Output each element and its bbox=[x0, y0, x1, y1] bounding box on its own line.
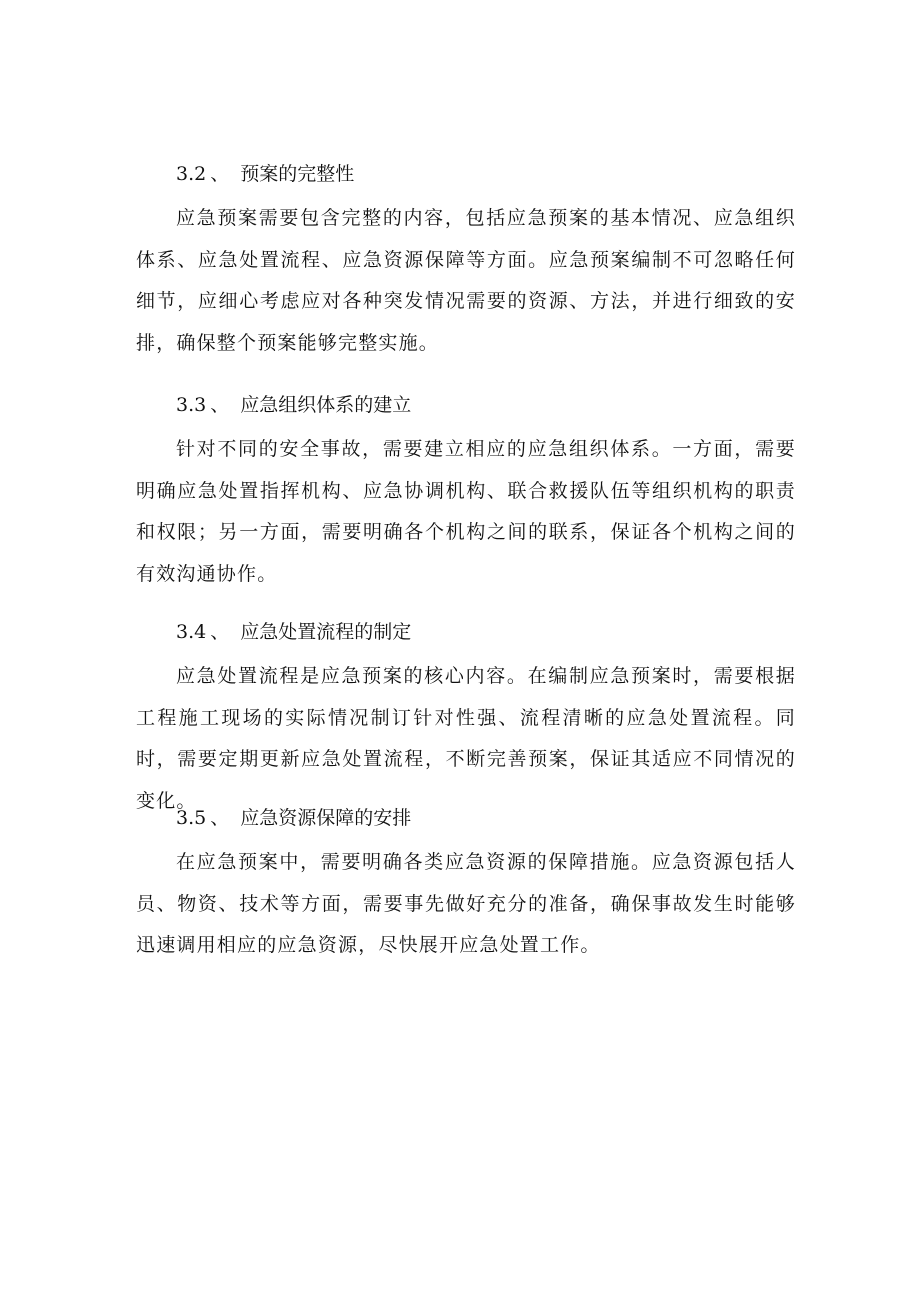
section-body: 在应急预案中，需要明确各类应急资源的保障措施。应急资源包括人员、物资、技术等方面，需要事先做好充分的准备，确保事故发生时能够迅速调用相应的应急资源，尽快展开应急处置工作。 bbox=[136, 851, 796, 956]
section-number: 3.3 bbox=[176, 394, 207, 416]
section-separator: 、 bbox=[210, 394, 230, 416]
section-number: 3.4 bbox=[176, 621, 207, 643]
section-title: 应急资源保障的安排 bbox=[240, 807, 412, 829]
section-title: 预案的完整性 bbox=[240, 163, 355, 185]
section-body: 应急预案需要包含完整的内容，包括应急预案的基本情况、应急组织体系、应急处置流程、应急资源保障等方面。应急预案编制不可忽略任何细节，应细心考虑应对各种突发情况需要的资源、方法，并进行细致的安排，确保整个预案能够完整实施。 bbox=[136, 207, 796, 354]
section-separator: 、 bbox=[210, 163, 230, 185]
section-number: 3.2 bbox=[176, 163, 207, 185]
section-separator: 、 bbox=[210, 807, 230, 829]
section-3-2 bbox=[136, 162, 796, 364]
section-body: 应急处置流程是应急预案的核心内容。在编制应急预案时，需要根据工程施工现场的实际情况制订针对性强、流程清晰的应急处置流程。同时，需要定期更新应急处置流程，不断完善预案，保证其适应不同情况的变化。 bbox=[136, 665, 796, 812]
section-heading bbox=[176, 162, 796, 186]
section-3-5 bbox=[136, 806, 796, 967]
section-heading bbox=[176, 620, 796, 644]
section-number: 3.5 bbox=[176, 807, 207, 829]
section-separator: 、 bbox=[210, 621, 230, 643]
section-heading bbox=[176, 393, 796, 417]
section-3-4 bbox=[136, 620, 796, 822]
section-body: 针对不同的安全事故，需要建立相应的应急组织体系。一方面，需要明确应急处置指挥机构、应急协调机构、联合救援队伍等组织机构的职责和权限；另一方面，需要明确各个机构之间的联系，保证各个机构之间的有效沟通协作。 bbox=[136, 438, 796, 585]
section-heading bbox=[176, 806, 796, 830]
section-title: 应急处置流程的制定 bbox=[240, 621, 412, 643]
section-3-3 bbox=[136, 393, 796, 595]
section-title: 应急组织体系的建立 bbox=[240, 394, 412, 416]
